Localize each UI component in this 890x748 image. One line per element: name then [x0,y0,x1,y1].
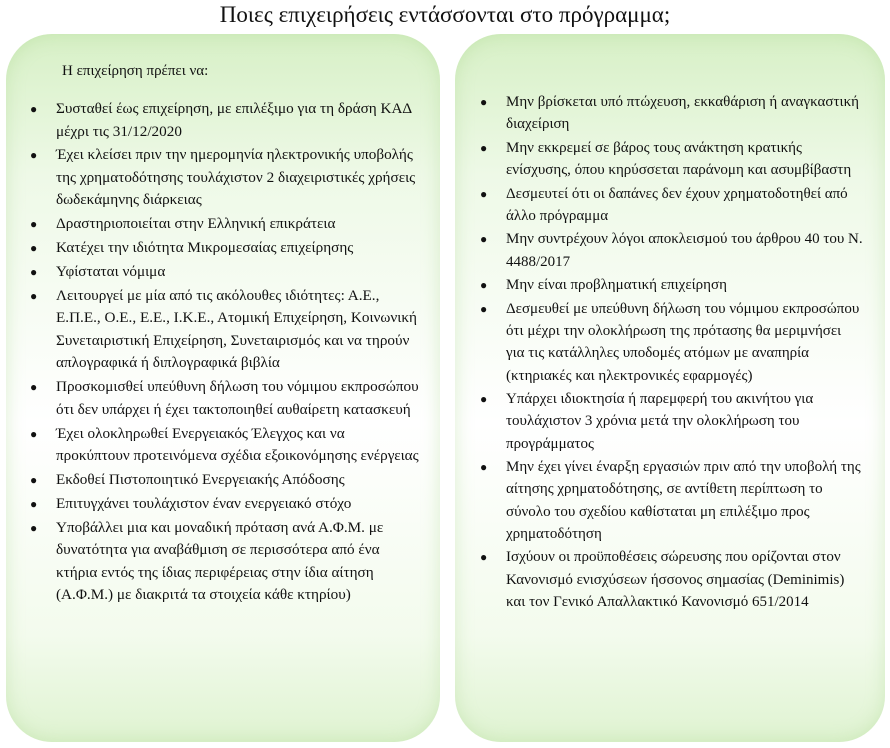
requirements-panel-left [6,34,440,742]
bullet-icon: ● [30,265,38,280]
requirements-panel-right [455,34,885,742]
bullet-icon: ● [30,217,38,232]
bullet-icon: ● [480,460,488,475]
intro-text: Η επιχείρηση πρέπει να: [62,63,209,79]
bullet-icon: ● [480,391,488,406]
list-item: ● Μην συντρέχουν λόγοι αποκλεισμού του άρθρου 40 του Ν. 4488/2017 [478,228,863,273]
list-item: ● Προσκομισθεί υπεύθυνη δήλωση του νόμιμου εκπροσώπου ότι δεν υπάρχει ή έχει τακτοποιηθεί αυθαίρετη κατασκευή [30,378,419,418]
list-item: ● Μην έχει γίνει έναρξη εργασιών πριν από την υποβολή της αίτησης χρηματοδότησης, σε αντίθετη περίπτωση το σύνολο του σχεδίου καθίσταται μη επιλέξιμο προς χρηματοδότηση [478,456,863,545]
bullet-icon: ● [30,380,38,395]
bullet-icon: ● [30,241,38,256]
bullet-icon: ● [30,288,38,303]
bullet-icon: ● [480,140,488,155]
list-item: ● Συσταθεί έως επιχείρηση, με επιλέξιμο για τη δράση ΚΑΔ μέχρι τις 31/12/2020 [30,100,412,140]
list-item: ● Λειτουργεί με μία από τις ακόλουθες ιδιότητες: Α.Ε., Ε.Π.Ε., Ο.Ε., Ε.Ε., Ι.Κ.Ε., Ατομική Επιχείρηση, Κοινωνική Συνεταιριστική Επιχείρηση, Συνεταιρισμός και να τηρούν απλογραφικά ή διπλογραφικά βιβλία [30,286,417,372]
list-item: ● Ισχύουν οι προϋποθέσεις σώρευσης που ορίζονται στον Κανονισμό ενισχύσεων ήσσονος σημασίας (Deminimis) και τον Γενικό Απαλλακτικό Κανονισμό 651/2014 [478,546,863,613]
list-item: ● Εκδοθεί Πιστοποιητικό Ενεργειακής Απόδοσης [28,469,420,492]
page-title: Ποιες επιχειρήσεις εντάσσονται στο πρόγραμμα; [219,2,671,27]
bullet-icon: ● [30,148,38,163]
bullet-icon: ● [480,301,488,316]
list-item: ● Δραστηριοποιείται στην Ελληνική επικράτεια [28,213,420,236]
list-item: ● Δεσμευτεί ότι οι δαπάνες δεν έχουν χρηματοδοτηθεί από άλλο πρόγραμμα [478,183,863,228]
list-item: ● Υπάρχει ιδιοκτησία ή παρεμφερή του ακινήτου για τουλάχιστον 3 χρόνια μετά την ολοκλήρωση του προγράμματος [478,388,863,455]
list-item: ● Μην είναι προβληματική επιχείρηση [478,274,863,296]
bullet-icon: ● [30,497,38,512]
bullet-icon: ● [480,550,488,565]
list-item: ● Επιτυγχάνει τουλάχιστον έναν ενεργειακό στόχο [28,493,420,516]
list-item: ● Έχει κλείσει πριν την ημερομηνία ηλεκτρονικής υποβολής της χρηματοδότησης τουλάχιστον 2 διαχειριστικές χρήσεις δωδεκάμηνης διάρκειας [30,146,416,209]
list-item: ● Μην βρίσκεται υπό πτώχευση, εκκαθάριση ή αναγκαστική διαχείριση [478,91,863,136]
bullet-icon: ● [480,278,488,293]
bullet-icon: ● [480,95,488,109]
list-item: ● Έχει ολοκληρωθεί Ενεργειακός Έλεγχος και να προκύπτουν προτεινόμενα σχέδια εξοικονόμησης ενέργειας [30,424,419,465]
bullet-icon: ● [30,520,38,535]
requirements-list-right [478,91,863,615]
list-item: ● Κατέχει την ιδιότητα Μικρομεσαίας επιχείρησης [28,237,420,260]
bullet-icon: ● [30,473,38,488]
bullet-icon: ● [30,426,38,441]
requirements-list-left [28,98,420,608]
bullet-icon: ● [30,102,38,116]
list-item: ● Υφίσταται νόμιμα [28,261,420,284]
list-item: ● Μην εκκρεμεί σε βάρος τους ανάκτηση κρατικής ενίσχυσης, όπου κηρύσσεται παράνομη και ασυμβίβαστη [478,137,863,182]
bullet-icon: ● [480,186,488,201]
list-item: ● Δεσμευθεί με υπεύθυνη δήλωση του νόμιμου εκπροσώπου ότι μέχρι την ολοκλήρωση της πρότασης θα μεριμνήσει για τις κατάλληλες υποδομές ατόμων με αναπηρία (κτηριακές και ηλεκτρονικές εφαρμογές) [478,298,863,387]
bullet-icon: ● [480,232,488,247]
list-item: ● Υποβάλλει μια και μοναδική πρόταση ανά Α.Φ.Μ. με δυνατότητα για αναβάθμιση σε περισσότερα από ένα κτήρια εντός της ίδιας περιφέρειας στην ίδια αίτηση (Α.Φ.Μ.) με διακριτά τα στοιχεία κάθε κτηρίου) [30,518,384,604]
